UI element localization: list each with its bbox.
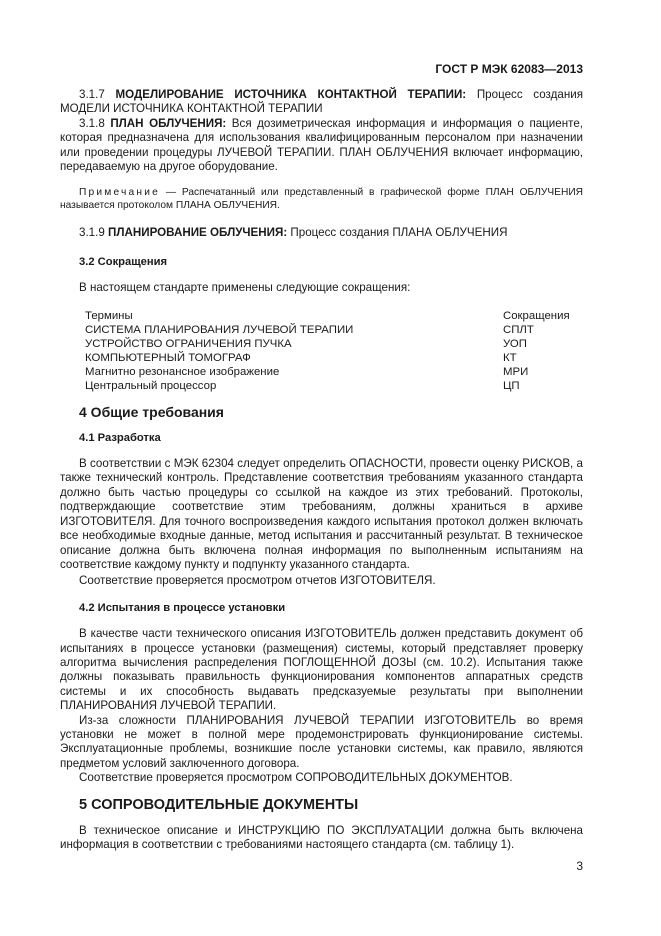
term-cell: УСТРОЙСТВО ОГРАНИЧЕНИЯ ПУЧКА <box>85 337 292 350</box>
column-header-terms: Термины <box>85 309 133 322</box>
table-row <box>85 365 583 379</box>
abbr-cell: МРИ <box>503 365 529 378</box>
paragraph: Соответствие проверяется просмотром отчетов ИЗГОТОВИТЕЛЯ. <box>79 574 436 588</box>
clause-number: 3.1.7 <box>79 88 105 101</box>
note <box>60 186 583 212</box>
abbr-cell: ЦП <box>503 379 520 392</box>
definition-text: Вся дозиметрическая информация и информация о пациенте, которая предназначена для использования квалифицированным персоналом при назначении или проведении процедуры ЛУЧЕВОЙ ТЕРАПИИ. ПЛАН ОБЛУЧЕНИЯ включает информацию, передаваемую на другое оборудование. <box>60 116 583 174</box>
section-title-5: 5 СОПРОВОДИТЕЛЬНЫЕ ДОКУМЕНТЫ <box>79 796 359 813</box>
table-row <box>85 351 583 365</box>
abbr-cell: КТ <box>503 351 517 364</box>
subsection-title-4-2: 4.2 Испытания в процессе установки <box>79 601 286 614</box>
term-cell: Магнитно резонансное изображение <box>85 365 280 378</box>
note-label: Примечание <box>79 187 160 199</box>
table-row <box>85 337 583 351</box>
subsection-title-4-1: 4.1 Разработка <box>79 431 161 444</box>
term-cell: КОМПЬЮТЕРНЫЙ ТОМОГРАФ <box>85 351 251 364</box>
table-header-row <box>85 309 583 323</box>
paragraph: Из-за сложности ПЛАНИРОВАНИЯ ЛУЧЕВОЙ ТЕРАПИИ ИЗГОТОВИТЕЛЬ во время установки не может в полной мере продемонстрировать функционирование системы. Эксплуатационные проблемы, возникшие после установки системы, как правило, являются предметом условий заключенного договора. <box>60 713 583 770</box>
abbreviations-intro: В настоящем стандарте применены следующие сокращения: <box>79 281 411 295</box>
page-content <box>60 88 583 852</box>
section-title-4: 4 Общие требования <box>79 403 224 420</box>
term-cell: Центральный процессор <box>85 379 217 392</box>
definition-3-1-8 <box>60 117 583 175</box>
page-number: 3 <box>576 859 583 873</box>
definition-3-1-7 <box>60 88 583 117</box>
subsection-title-3-2: 3.2 Сокращения <box>79 255 168 268</box>
note-text: — Распечатанный или представленный в графической форме ПЛАН ОБЛУЧЕНИЯ называется протоколом ПЛАНА ОБЛУЧЕНИЯ. <box>60 187 583 212</box>
clause-number: 3.1.9 <box>79 226 105 240</box>
paragraph: В качестве части технического описания ИЗГОТОВИТЕЛЬ должен представить документ об испытаниях в процессе установки (размещения) системы, который представляет проверку алгоритма вычисления распределения ПОГЛОЩЕННОЙ ДОЗЫ (см. 10.2). Испытания также должны показывать правильность функционирования компонентов аппаратных средств системы и их способность выдавать предсказуемые результаты при выполнении ПЛАНИРОВАНИЯ ЛУЧЕВОЙ ТЕРАПИИ. <box>60 627 583 713</box>
defined-term: ПЛАНИРОВАНИЕ ОБЛУЧЕНИЯ: <box>108 226 288 240</box>
definition-text: Процесс создания МОДЕЛИ ИСТОЧНИКА КОНТАКТНОЙ ТЕРАПИИ <box>60 88 583 116</box>
standard-header: ГОСТ Р МЭК 62083—2013 <box>435 62 583 76</box>
column-header-abbreviations: Сокращения <box>503 309 570 322</box>
paragraph: В соответствии с МЭК 62304 следует определить ОПАСНОСТИ, провести оценку РИСКОВ, а также технический контроль. Представление соответствия требованиям указанного стандарта должно быть частью процедуры со ссылкой на каждое из этих требований. Протоколы, подтверждающие соответствие этим требованиям, должны храниться в архиве ИЗГОТОВИТЕЛЯ. Для точного воспроизведения каждого испытания протокол должен включать все необходимые входные данные, метод испытания и рассчитанный результат. В техническое описание должна быть включена полная информация по выполненным испытаниям на соответствие каждому пункту и подпункту указанного стандарта. <box>60 457 583 571</box>
definition-text: Процесс создания ПЛАНА ОБЛУЧЕНИЯ <box>287 226 508 240</box>
abbr-cell: УОП <box>503 337 527 350</box>
paragraph: В техническое описание и ИНСТРУКЦИЮ ПО ЭКСПЛУАТАЦИИ должна быть включена информация в соответствии с требованиями настоящего стандарта (см. таблицу 1). <box>60 823 583 851</box>
clause-number: 3.1.8 <box>79 116 105 130</box>
paragraph: Соответствие проверяется просмотром СОПРОВОДИТЕЛЬНЫХ ДОКУМЕНТОВ. <box>79 771 513 785</box>
table-row <box>85 323 583 337</box>
abbreviations-table <box>85 309 583 393</box>
definition-3-1-9 <box>60 226 583 240</box>
defined-term: МОДЕЛИРОВАНИЕ ИСТОЧНИКА КОНТАКТНОЙ ТЕРАПИИ: <box>115 88 467 101</box>
term-cell: СИСТЕМА ПЛАНИРОВАНИЯ ЛУЧЕВОЙ ТЕРАПИИ <box>85 323 354 336</box>
table-row <box>85 379 583 393</box>
abbr-cell: СПЛТ <box>503 323 534 336</box>
defined-term: ПЛАН ОБЛУЧЕНИЯ: <box>110 116 227 130</box>
